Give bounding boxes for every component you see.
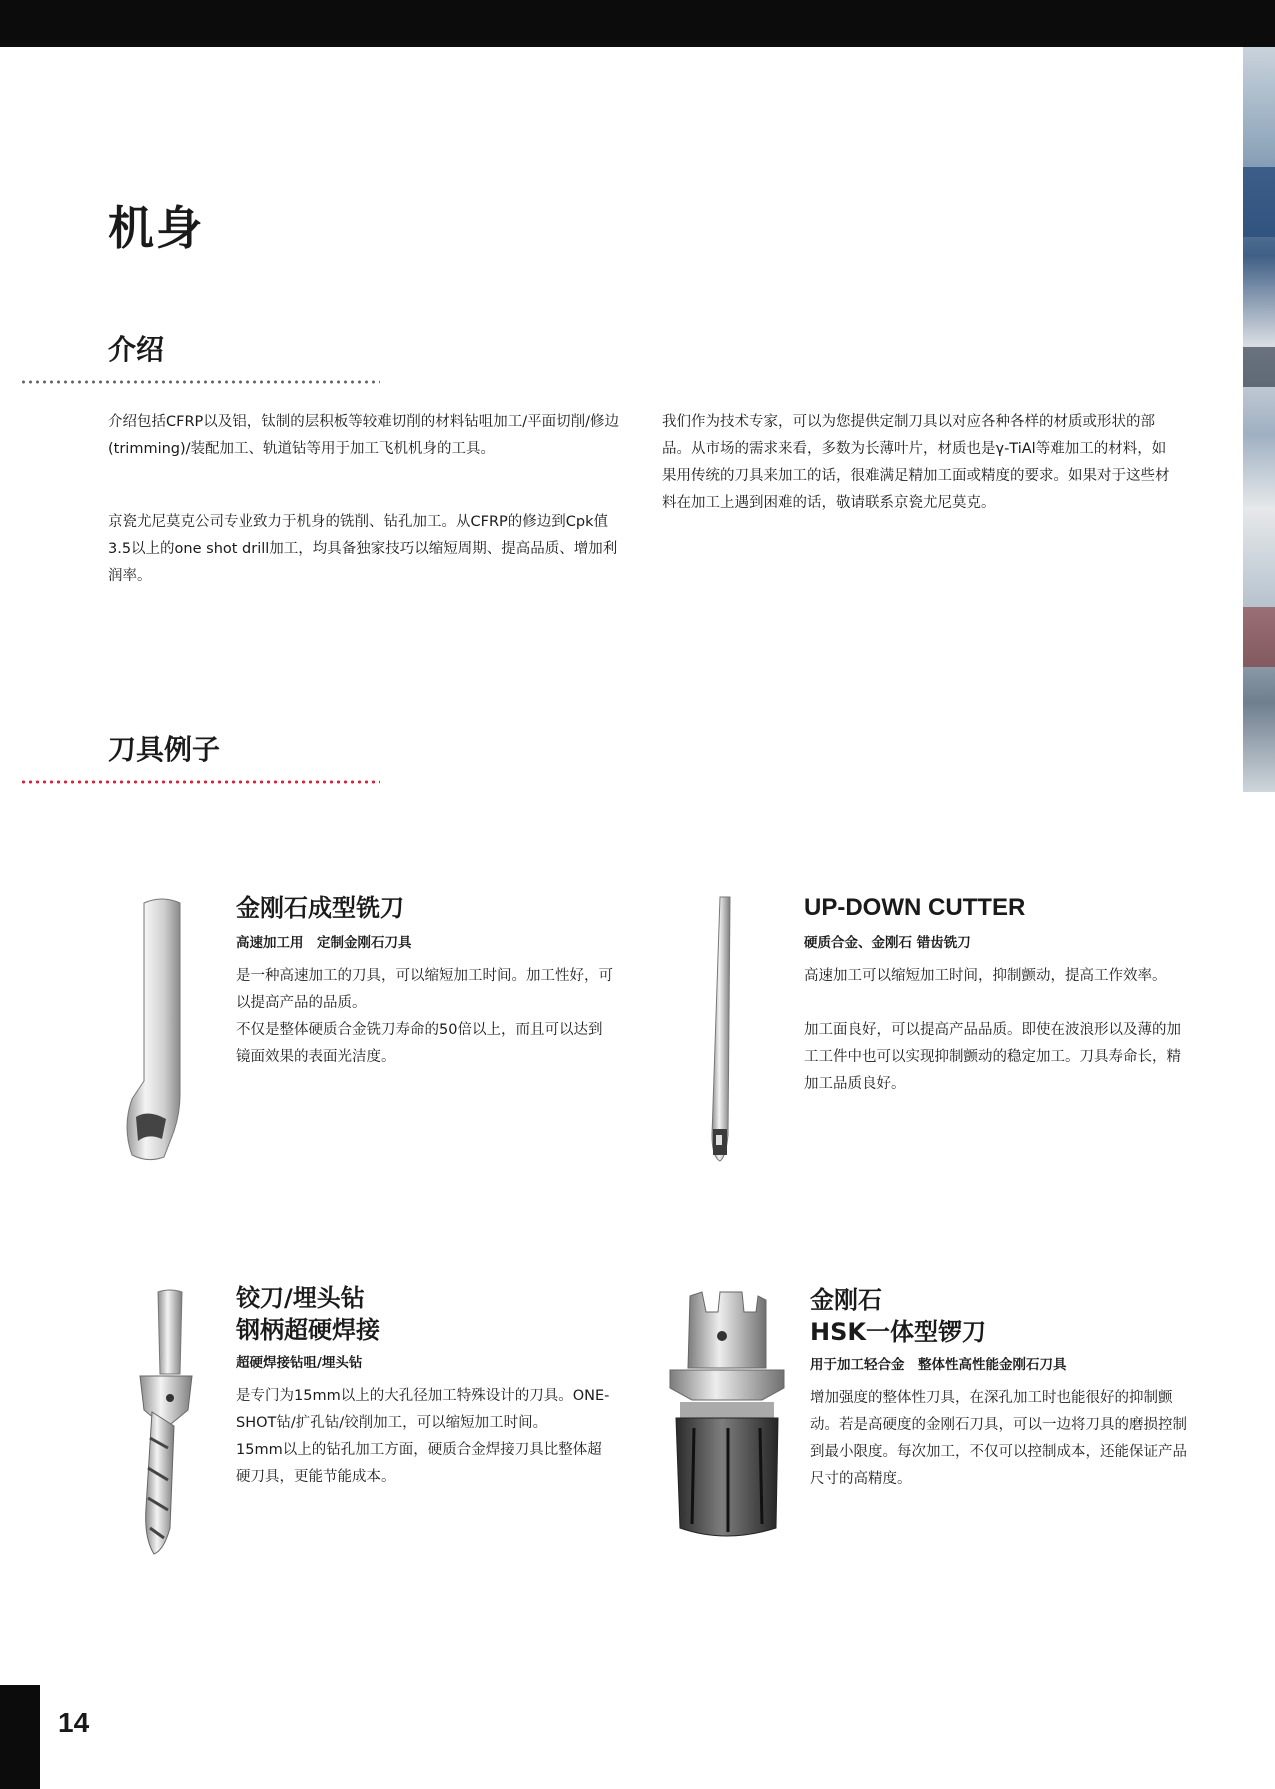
tool-2-title-line: UP-DOWN CUTTER — [804, 894, 1026, 921]
tool-3-title — [236, 1282, 380, 1346]
tool-1-title-line: 金刚石成型铣刀 — [236, 894, 404, 922]
tool-2-desc-para — [804, 990, 1184, 1017]
tool-3-title-line: 铰刀/埋头钻 — [236, 1284, 365, 1312]
tool-2-title — [804, 892, 1025, 924]
diamond-form-mill-icon — [118, 895, 198, 1165]
page-title: 机身 — [108, 201, 204, 255]
reamer-countersink-drill-icon — [130, 1288, 210, 1558]
intro-dotted-divider — [20, 380, 380, 384]
hsk-diamond-cutter-icon — [662, 1288, 792, 1548]
tool-4-title-line: 金刚石 — [810, 1286, 882, 1314]
side-photo-strip — [1243, 47, 1275, 792]
tool-2-description — [804, 963, 1184, 1098]
tool-1-subtitle: 高速加工用 定制金刚石刀具 — [236, 935, 412, 951]
page-tab — [0, 1685, 40, 1789]
intro-left-paragraph-1: 介绍包括CFRP以及铝，钛制的层积板等较难切削的材料钻咀加工/平面切削/修边(trimming)/装配加工、轨道钻等用于加工飞机机身的工具。 — [108, 414, 620, 457]
intro-heading: 介绍 — [108, 333, 165, 366]
tool-1-desc-para: 是一种高速加工的刀具，可以缩短加工时间。加工性好，可以提高产品的品质。 — [236, 968, 613, 1011]
tool-1-description — [236, 963, 616, 1071]
top-black-bar — [0, 0, 1275, 47]
tool-2-desc-para: 高速加工可以缩短加工时间，抑制颤动，提高工作效率。 — [804, 968, 1167, 984]
page-number: 14 — [58, 1707, 90, 1738]
tool-2-subtitle: 硬质合金、金刚石 错齿铣刀 — [804, 935, 971, 951]
tool-1-title — [236, 892, 404, 924]
tool-4-subtitle: 用于加工轻合金 整体性高性能金刚石刀具 — [810, 1357, 1067, 1373]
tool-3-description — [236, 1383, 616, 1491]
up-down-cutter-icon — [700, 895, 750, 1165]
examples-dotted-divider — [20, 780, 380, 784]
tool-4-title — [810, 1284, 986, 1348]
tool-4-desc-para: 增加强度的整体性刀具，在深孔加工时也能很好的抑制颤动。若是高硬度的金刚石刀具，可以一边将刀具的磨损控制到最小限度。每次加工，不仅可以控制成本，还能保证产品尺寸的高精度。 — [810, 1390, 1187, 1487]
intro-left-paragraph-2: 京瓷尤尼莫克公司专业致力于机身的铣削、钻孔加工。从CFRP的修边到Cpk值3.5以上的one shot drill加工，均具备独家技巧以缩短周期、提高品质、增加利润率。 — [108, 514, 618, 584]
tool-2-desc-para: 加工面良好，可以提高产品品质。即使在波浪形以及薄的加工工件中也可以实现抑制颤动的稳定加工。刀具寿命长，精加工品质良好。 — [804, 1022, 1181, 1092]
tool-3-title-line: 钢柄超硬焊接 — [236, 1316, 380, 1344]
tool-3-desc-para: 15mm以上的钻孔加工方面，硬质合金焊接刀具比整体超硬刀具，更能节能成本。 — [236, 1442, 602, 1485]
intro-right-paragraph: 我们作为技术专家，可以为您提供定制刀具以对应各种各样的材质或形状的部品。从市场的需求来看，多数为长薄叶片，材质也是γ-TiAl等难加工的材料，如果用传统的刀具来加工的话，很难满足精加工面或精度的要求。如果对于这些材料在加工上遇到困难的话，敬请联系京瓷尤尼莫克。 — [662, 414, 1170, 511]
tool-1-desc-para: 不仅是整体硬质合金铣刀寿命的50倍以上，而且可以达到镜面效果的表面光洁度。 — [236, 1022, 603, 1065]
tool-3-subtitle: 超硬焊接钻咀/埋头钻 — [236, 1355, 363, 1371]
tool-4-title-line: HSK一体型锣刀 — [810, 1318, 986, 1346]
tool-3-desc-para: 是专门为15mm以上的大孔径加工特殊设计的刀具。ONE-SHOT钻/扩孔钻/铰削加工，可以缩短加工时间。 — [236, 1388, 610, 1431]
examples-heading: 刀具例子 — [108, 733, 221, 766]
tool-4-description — [810, 1385, 1190, 1493]
